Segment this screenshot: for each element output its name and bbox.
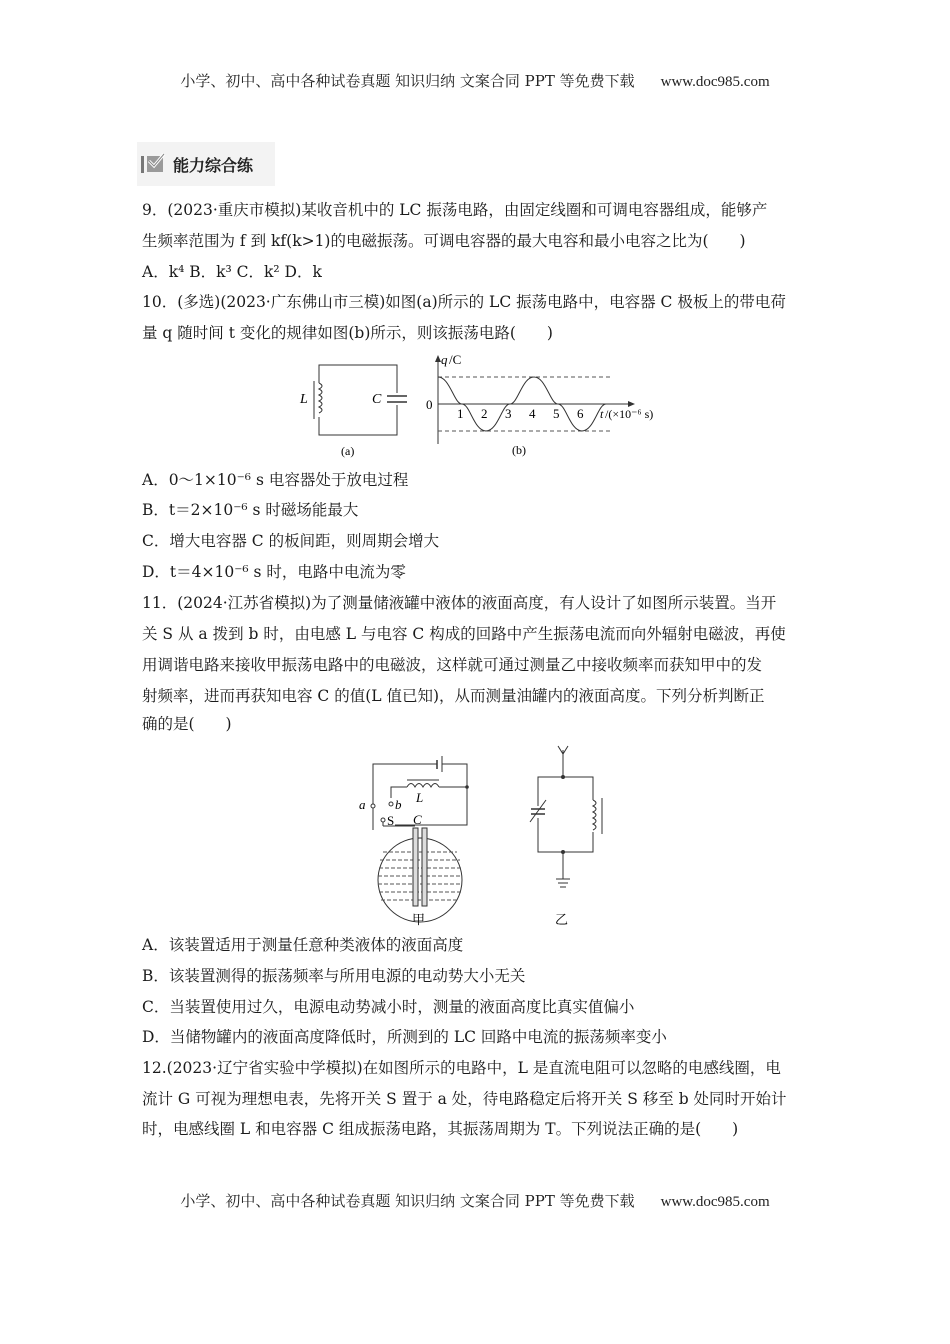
q11-line2: 关 S 从 a 拨到 b 时，由电感 L 与电容 C 构成的回路中产生振荡电流而向外辐射电磁波，再使	[142, 625, 786, 643]
q12-line3: 时，电感线圈 L 和电容器 C 组成振荡电路，其振荡周期为 T。下列说法正确的是( )	[142, 1120, 739, 1138]
svg-text:乙: 乙	[555, 913, 569, 927]
svg-text:(b): (b)	[512, 443, 526, 457]
svg-text:C: C	[413, 812, 422, 827]
q9-line2: 生频率范围为 f 到 kf(k>1)的电磁振荡。可调电容器的最大电容和最小电容之比为( )	[142, 232, 746, 250]
svg-text:C: C	[372, 392, 382, 407]
svg-text:q: q	[441, 352, 448, 367]
lc-circuit-diagram	[295, 355, 415, 460]
liquid-level-circuit-diagram	[355, 742, 615, 927]
q11-option-b: B．该装置测得的振荡频率与所用电源的电动势大小无关	[142, 967, 526, 985]
svg-text:S: S	[387, 813, 395, 828]
svg-text:6: 6	[577, 406, 584, 421]
q12-line1: 12.(2023·辽宁省实验中学模拟)在如图所示的电路中，L 是直流电阻可以忽略的电感线圈，电	[142, 1059, 781, 1077]
section-title: 能力综合练	[173, 155, 254, 175]
svg-text:a: a	[359, 797, 366, 812]
q9-line1: 9．(2023·重庆市模拟)某收音机中的 LC 振荡电路，由固定线圈和可调电容器组成，能够产	[142, 201, 768, 219]
q11-option-a: A．该装置适用于测量任意种类液体的液面高度	[142, 936, 464, 954]
svg-text:1: 1	[457, 406, 464, 421]
q10-option-b: B．t＝2×10⁻⁶ s 时磁场能最大	[142, 501, 359, 519]
header-text: 小学、初中、高中各种试卷真题 知识归纳 文案合同 PPT 等免费下载	[180, 72, 635, 90]
q12-line2: 流计 G 可视为理想电表，先将开关 S 置于 a 处，待电路稳定后将开关 S 移至 b 处同时开始计	[142, 1090, 787, 1108]
q11-line3: 用调谐电路来接收甲振荡电路中的电磁波，这样就可通过测量乙中接收频率而获知甲中的发	[142, 656, 763, 674]
q10-option-a: A．0～1×10⁻⁶ s 电容器处于放电过程	[142, 471, 409, 489]
q10-option-d: D．t＝4×10⁻⁶ s 时，电路中电流为零	[142, 563, 406, 581]
q10-figure-a	[295, 355, 415, 460]
q10-line1: 10．(多选)(2023·广东佛山市三模)如图(a)所示的 LC 振荡电路中，电容器 C 极板上的带电荷	[142, 293, 786, 311]
svg-text:L: L	[416, 790, 424, 805]
page-header	[0, 70, 950, 91]
svg-text:/(×10⁻⁶ s): /(×10⁻⁶ s)	[605, 407, 654, 421]
q10-line2: 量 q 随时间 t 变化的规律如图(b)所示，则该振荡电路( )	[142, 324, 553, 342]
svg-text:L: L	[300, 392, 308, 407]
section-heading	[137, 142, 275, 186]
q9-options: A．k⁴ B．k³ C．k² D．k	[142, 263, 322, 281]
checkmark-icon	[147, 156, 163, 172]
svg-text:甲: 甲	[412, 913, 426, 927]
svg-text:t: t	[600, 407, 604, 421]
svg-text:3: 3	[505, 406, 512, 421]
q11-figure	[355, 742, 615, 927]
svg-text:2: 2	[481, 406, 488, 421]
svg-text:(a): (a)	[341, 444, 355, 458]
section-bar-icon	[141, 156, 144, 173]
q11-option-c: C．当装置使用过久，电源电动势减小时，测量的液面高度比真实值偏小	[142, 998, 635, 1016]
charge-time-graph	[420, 352, 660, 462]
q11-line1: 11．(2024·江苏省模拟)为了测量储液罐中液体的液面高度，有人设计了如图所示装置。当开	[142, 594, 777, 612]
q10-figure-b	[420, 352, 660, 462]
page-footer	[0, 1190, 950, 1211]
svg-text:0: 0	[426, 397, 433, 412]
svg-text:/C: /C	[449, 352, 462, 367]
q11-line5: 确的是( )	[142, 715, 232, 733]
svg-text:b: b	[395, 797, 402, 812]
footer-text: 小学、初中、高中各种试卷真题 知识归纳 文案合同 PPT 等免费下载	[180, 1192, 635, 1210]
header-url: www.doc985.com	[660, 74, 770, 90]
svg-text:4: 4	[529, 406, 536, 421]
q11-option-d: D．当储物罐内的液面高度降低时，所测到的 LC 回路中电流的振荡频率变小	[142, 1028, 667, 1046]
footer-url: www.doc985.com	[660, 1194, 770, 1210]
q10-option-c: C．增大电容器 C 的板间距，则周期会增大	[142, 532, 440, 550]
q11-line4: 射频率，进而再获知电容 C 的值(L 值已知)，从而测量油罐内的液面高度。下列分析判断正	[142, 687, 765, 705]
svg-text:5: 5	[553, 406, 560, 421]
